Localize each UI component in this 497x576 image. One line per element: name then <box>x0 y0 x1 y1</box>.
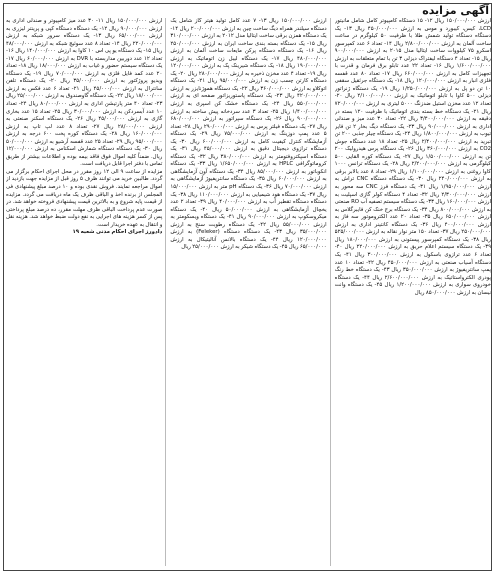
column-paragraph: مزایده از ساعت ۹ الی ۱۲ روز مقرر در محل اجرای احکام برگزار می گردد. طالبین خرید می توانند ظرف ۵ روز قبل از مزایده جهت بازدید از اموال مراجعه نمایند. فروش نقدی بوده و ۱۰ درصد مبلغ پیشنهادی فی المجلس از برنده اخذ و الباقی ظرف یک ماه دریافت می گردد. مزایده از قیمت پایه شروع و به بالاترین قیمت پیشنهادی فروخته خواهد شد. در صورت عدم پرداخت الباقی ظرف مهلت مقرر، ده درصد مبلغ پرداختی پس از کسر هزینه های اجرایی به نفع دولت ضبط خواهد شد. هزینه نقل و انتقال به عهده خریدار است. <box>6 168 163 228</box>
column-right <box>335 18 491 566</box>
text-columns <box>6 18 491 566</box>
column-paragraph: ارزش ۱۵۰/۰۰۰/۰۰۰ ریال ۱۳- ۷ عدد کامل تولید هیتر گاز شامل یک دستگاه سیلندر همراه دیگ ساخت چین به ارزش ۲۰۰/۰۰۰/۰۰۰ ریال ۱۴- یک دستگاه همزن برقی ساخت ایتالیا مدل ۲۰۱۲ به ارزش ۳۱۰/۰۰۰/۰۰۰ ریال ۱۵- یک دستگاه بسته بندی ساخت ایران به ارزش ۲۵۰/۰۰۰/۰۰۰ ریال ۱۶- یک دستگاه دستگاه پرکن مایعات ساخت آلمان به ارزش ۴۸۰/۰۰۰/۰۰۰ ریال ۱۷- یک دستگاه لیبل زن اتوماتیک به ارزش ۱۹۰/۰۰۰/۰۰۰ ریال ۱۸- یک دستگاه شیرینک پک به ارزش ۱۲۰/۰۰۰/۰۰۰ ریال ۱۹- تعداد ۴ عدد مخزن ذخیره به ارزش ۲۸۰/۰۰۰/۰۰۰ ریال ۲۰- یک دستگاه کارتن چسب زن به ارزش ۹۵/۰۰۰/۰۰۰ ریال ۲۱- یک دستگاه اتوکلاو به ارزش ۳۶۰/۰۰۰/۰۰۰ ریال ۲۲- یک دستگاه هموژنایزر به ارزش ۴۲۰/۰۰۰/۰۰۰ ریال ۲۳- یک دستگاه پاستوریزاتور صفحه ای به ارزش ۵۵۰/۰۰۰/۰۰۰ ریال ۲۴- یک دستگاه خشک کن اسپری به ارزش ۱/۴۰۰/۰۰۰/۰۰۰ ریال ۲۵- تعداد ۳ عدد سردخانه پیش ساخته به ارزش ۹۰۰/۰۰۰/۰۰۰ ریال ۲۶- یک دستگاه سپراتور به ارزش ۶۸۰/۰۰۰/۰۰۰ ریال ۲۷- یک دستگاه فیلتر پرس به ارزش ۲۹۰/۰۰۰/۰۰۰ ریال ۲۸- تعداد ۵ عدد پمپ دوزینگ به ارزش ۷۵/۰۰۰/۰۰۰ ریال ۲۹- یک دستگاه آزمایشگاه کنترل کیفیت کامل به ارزش ۶۰۰/۰۰۰/۰۰۰ ریال ۳۰- یک دستگاه ترازوی دیجیتال دقیق به ارزش ۴۵/۰۰۰/۰۰۰ ریال ۳۱- یک دستگاه اسپکتروفتومتر به ارزش ۳۸۰/۰۰۰/۰۰۰ ریال ۳۲- یک دستگاه کروماتوگرافی HPLC به ارزش ۱/۶۵۰/۰۰۰/۰۰۰ ریال ۳۳- یک دستگاه انکوباتور به ارزش ۸۵/۰۰۰/۰۰۰ ریال ۳۴- یک دستگاه آون آزمایشگاهی به ارزش ۶۰/۰۰۰/۰۰۰ ریال ۳۵- یک دستگاه سانتریفیوژ آزمایشگاهی به ارزش ۷۰/۰۰۰/۰۰۰ ریال ۳۶- یک دستگاه pH متر به ارزش ۱۵/۰۰۰/۰۰۰ ریال ۳۷- یک دستگاه هود شیمیایی به ارزش ۱۱۰/۰۰۰/۰۰۰ ریال ۳۸- یک دستگاه دستگاه تقطیر آب به ارزش ۴۰/۰۰۰/۰۰۰ ریال ۳۹- تعداد ۲ عدد یخچال آزمایشگاهی به ارزش ۵۰/۰۰۰/۰۰۰ ریال ۴۰- یک دستگاه میکروسکوپ به ارزش ۹۰/۰۰۰/۰۰۰ ریال ۴۱- یک دستگاه ویسکومتر به ارزش ۵۵/۰۰۰/۰۰۰ ریال ۴۲- یک دستگاه رطوبت سنج به ارزش ۳۵/۰۰۰/۰۰۰ ریال ۴۳- یک دستگاه دستگاه (Feleker) به ارزش ۱۲۰/۰۰۰/۰۰۰ ریال ۴۴- یک دستگاه بالانس آنالیتیکال به ارزش ۶۵/۰۰۰/۰۰۰ ریال ۴۵- یک دستگاه شیکر به ارزش ۲۵/۰۰۰/۰۰۰ ریال <box>170 18 327 251</box>
column-paragraph: ارزش ۱۵۰/۰۰۰/۰۰۰ ریال ۱۲- ۱۵ دستگاه کامپیوتر کامل شامل مانیتور LCD، کیس، کیبورد و موس به ارزش ۴۵۰/۰۰۰/۰۰۰ ریال ۱۳- یک دستگاه دستگاه تولید شمش طلا با ظرفیت ۵۰ کیلوگرم در ساعت ساخت آلمان به ارزش ۲/۸۰۰/۰۰۰/۰۰۰ ریال ۱۴- تعداد ۶ عدد کمپرسور اسکرو ۷۵ کیلووات ساخت ایتالیا مدل ۲۰۱۵ به ارزش ۹۰۰/۰۰۰/۰۰۰ ریال ۱۵- تعداد ۴ دستگاه لیفتراک دیزلی ۳ تن با تمام متعلقات به ارزش ۱/۶۰۰/۰۰۰/۰۰۰ ریال ۱۶- تعداد ۲۲ عدد تابلو برق فرمان و قدرت با تجهیزات کامل به ارزش ۶۶۰/۰۰۰/۰۰۰ ریال ۱۷- تعداد ۸۰ عدد قفسه فلزی انبار به ارزش ۱۲۰/۰۰۰/۰۰۰ ریال ۱۸- یک دستگاه جرثقیل سقفی ۱۰ تن دو پل به ارزش ۱/۲۵۰/۰۰۰/۰۰۰ ریال ۱۹- یک دستگاه ژنراتور دیزلی ۵۰۰ کاوا با تابلو اتوماتیک به ارزش ۲/۱۰۰/۰۰۰/۰۰۰ ریال ۲۰- تعداد ۱۲ عدد مخزن استیل ضدزنگ ۵۰۰۰ لیتری به ارزش ۷۲۰/۰۰۰/۰۰۰ ریال ۲۱- یک دستگاه خط بسته بندی اتوماتیک با ظرفیت ۱۲۰ بسته در دقیقه به ارزش ۳/۴۰۰/۰۰۰/۰۰۰ ریال ۲۲- تعداد ۳۰ عدد میز و صندلی اداری به ارزش ۹۰/۰۰۰/۰۰۰ ریال ۲۳- یک دستگاه دیگ بخار ۲ تن فایر تیوب به ارزش ۱/۸۰۰/۰۰۰/۰۰۰ ریال ۲۴- یک دستگاه چیلر جذبی ۲۰۰ تن تبرید به ارزش ۲/۴۰۰/۰۰۰/۰۰۰ ریال ۲۵- تعداد ۱۸ عدد دستگاه جوش CO2 به ارزش ۳۶۰/۰۰۰/۰۰۰ ریال ۲۶- یک دستگاه پرس هیدرولیک ۲۰۰ تن به ارزش ۱/۵۰۰/۰۰۰/۰۰۰ ریال ۲۷- یک دستگاه کوره القایی ۵۰۰ کیلوگرمی به ارزش ۲/۲۰۰/۰۰۰/۰۰۰ ریال ۲۸- یک دستگاه ترانس ۱۰۰۰ کاوا روغنی به ارزش ۱/۱۰۰/۰۰۰/۰۰۰ ریال ۲۹- تعداد ۸ عدد بالابر برقی به ارزش ۲۴۰/۰۰۰/۰۰۰ ریال ۳۰- یک دستگاه دستگاه CNC تراش به ارزش ۱/۹۵۰/۰۰۰/۰۰۰ ریال ۳۱- یک دستگاه فرز CNC سه محور به ارزش ۲/۳۰۰/۰۰۰/۰۰۰ ریال ۳۲- تعداد ۴ دستگاه کولر گازی اسپلیت به ارزش ۱۶۰/۰۰۰/۰۰۰ ریال ۳۳- یک دستگاه سیستم تصفیه آب RO صنعتی به ارزش ۸۰۰/۰۰۰/۰۰۰ ریال ۳۴- یک دستگاه برج خنک کن فایبرگلاس به ارزش ۶۵۰/۰۰۰/۰۰۰ ریال ۳۵- تعداد ۲۰ عدد الکتروموتور سه فاز به ارزش ۴۰۰/۰۰۰/۰۰۰ ریال ۳۶- یک دستگاه کانتینر اداری به ارزش ۲۵۰/۰۰۰/۰۰۰ ریال ۳۷- تعداد ۱۵۰ متر نوار نقاله به ارزش ۵۲۵/۰۰۰/۰۰۰ ریال ۳۸- یک دستگاه کمپرسور پیستونی به ارزش ۱۸۰/۰۰۰/۰۰۰ ریال ۳۹- یک دستگاه سیستم اعلام حریق به ارزش ۲۲۰/۰۰۰/۰۰۰ ریال ۴۰- تعداد ۶ عدد ترازوی باسکول به ارزش ۳۰۰/۰۰۰/۰۰۰ ریال ۴۱- یک دستگاه آسیاب صنعتی به ارزش ۴۵۰/۰۰۰/۰۰۰ ریال ۴۲- تعداد ۱۰ عدد پمپ سانتریفیوژ به ارزش ۳۵۰/۰۰۰/۰۰۰ ریال ۴۳- یک دستگاه خط رنگ پودری الکترواستاتیک به ارزش ۲/۶۰۰/۰۰۰/۰۰۰ ریال ۴۴- یک دستگاه خودروی سواری به ارزش ۱/۲۰۰/۰۰۰/۰۰۰ ریال ۴۵- یک دستگاه وانت نیسان به ارزش ۸۵۰/۰۰۰/۰۰۰ ریال <box>334 18 491 296</box>
closing-signature: دادورز اجرای احکام مدنی شعبه ۱۹ <box>72 229 163 236</box>
ad-title: آگهی مزایده <box>422 4 489 17</box>
column-middle <box>170 18 330 566</box>
column-left <box>6 18 166 566</box>
column-paragraph: ارزش ۱۵۰/۰۰۰/۰۰۰ ریال ۱۱- ۳۰ عدد میز کامپیوتر و صندلی اداری به ارزش ۹۰/۰۰۰/۰۰۰ ریال ۱۲- یک دستگاه دستگاه کپی و پرینتر لیزری به ارزش ۶۵/۰۰۰/۰۰۰ ریال ۱۳- یک دستگاه سرور شبکه به ارزش ۲۲۰/۰۰۰/۰۰۰ ریال ۱۴- تعداد ۸ عدد سوئیچ شبکه به ارزش ۴۸/۰۰۰/۰۰۰ ریال ۱۵- یک دستگاه یو پی اس ۱۰ کاوا به ارزش ۱۴۰/۰۰۰/۰۰۰ ریال ۱۶- تعداد ۱۲ عدد دوربین مداربسته با DVR به ارزش ۶۰/۰۰۰/۰۰۰ ریال ۱۷- یک دستگاه سیستم حضور و غیاب به ارزش ۱۸/۰۰۰/۰۰۰ ریال ۱۸- تعداد ۲۰ عدد کمد فایل فلزی به ارزش ۷۰/۰۰۰/۰۰۰ ریال ۱۹- یک دستگاه ویدیو پروژکتور به ارزش ۳۵/۰۰۰/۰۰۰ ریال ۲۰- یک دستگاه تلفن سانترال به ارزش ۴۵/۰۰۰/۰۰۰ ریال ۲۱- تعداد ۶ عدد فکس به ارزش ۱۸/۰۰۰/۰۰۰ ریال ۲۲- یک دستگاه گاوصندوق به ارزش ۲۵/۰۰۰/۰۰۰ ریال ۲۳- تعداد ۴۰ متر پارتیشن اداری به ارزش ۸۰/۰۰۰/۰۰۰ ریال ۲۴- تعداد ۱۰ عدد آبسردکن به ارزش ۳۰/۰۰۰/۰۰۰ ریال ۲۵- تعداد ۱۵ عدد بخاری گازی به ارزش ۴۵/۰۰۰/۰۰۰ ریال ۲۶- یک دستگاه اسکنر صنعتی به ارزش ۲۸/۰۰۰/۰۰۰ ریال ۲۷- تعداد ۸ عدد لپ تاپ به ارزش ۱۶۰/۰۰۰/۰۰۰ ریال ۲۸- یک دستگاه کوره پخت ۶۰۰ درجه به ارزش ۹۵/۰۰۰/۰۰۰ ریال ۲۹- تعداد ۲۵ عدد قفسه آرشیو به ارزش ۵۰/۰۰۰/۰۰۰ ریال ۳۰- یک دستگاه دستگاه شمارش اسکناس به ارزش ۱۲/۰۰۰/۰۰۰ ریال. ضمناً کلیه اموال فوق فاقد بیمه بوده و اطلاعات بیشتر از طریق تماس با دفتر اجرا قابل دریافت است. <box>6 18 163 168</box>
